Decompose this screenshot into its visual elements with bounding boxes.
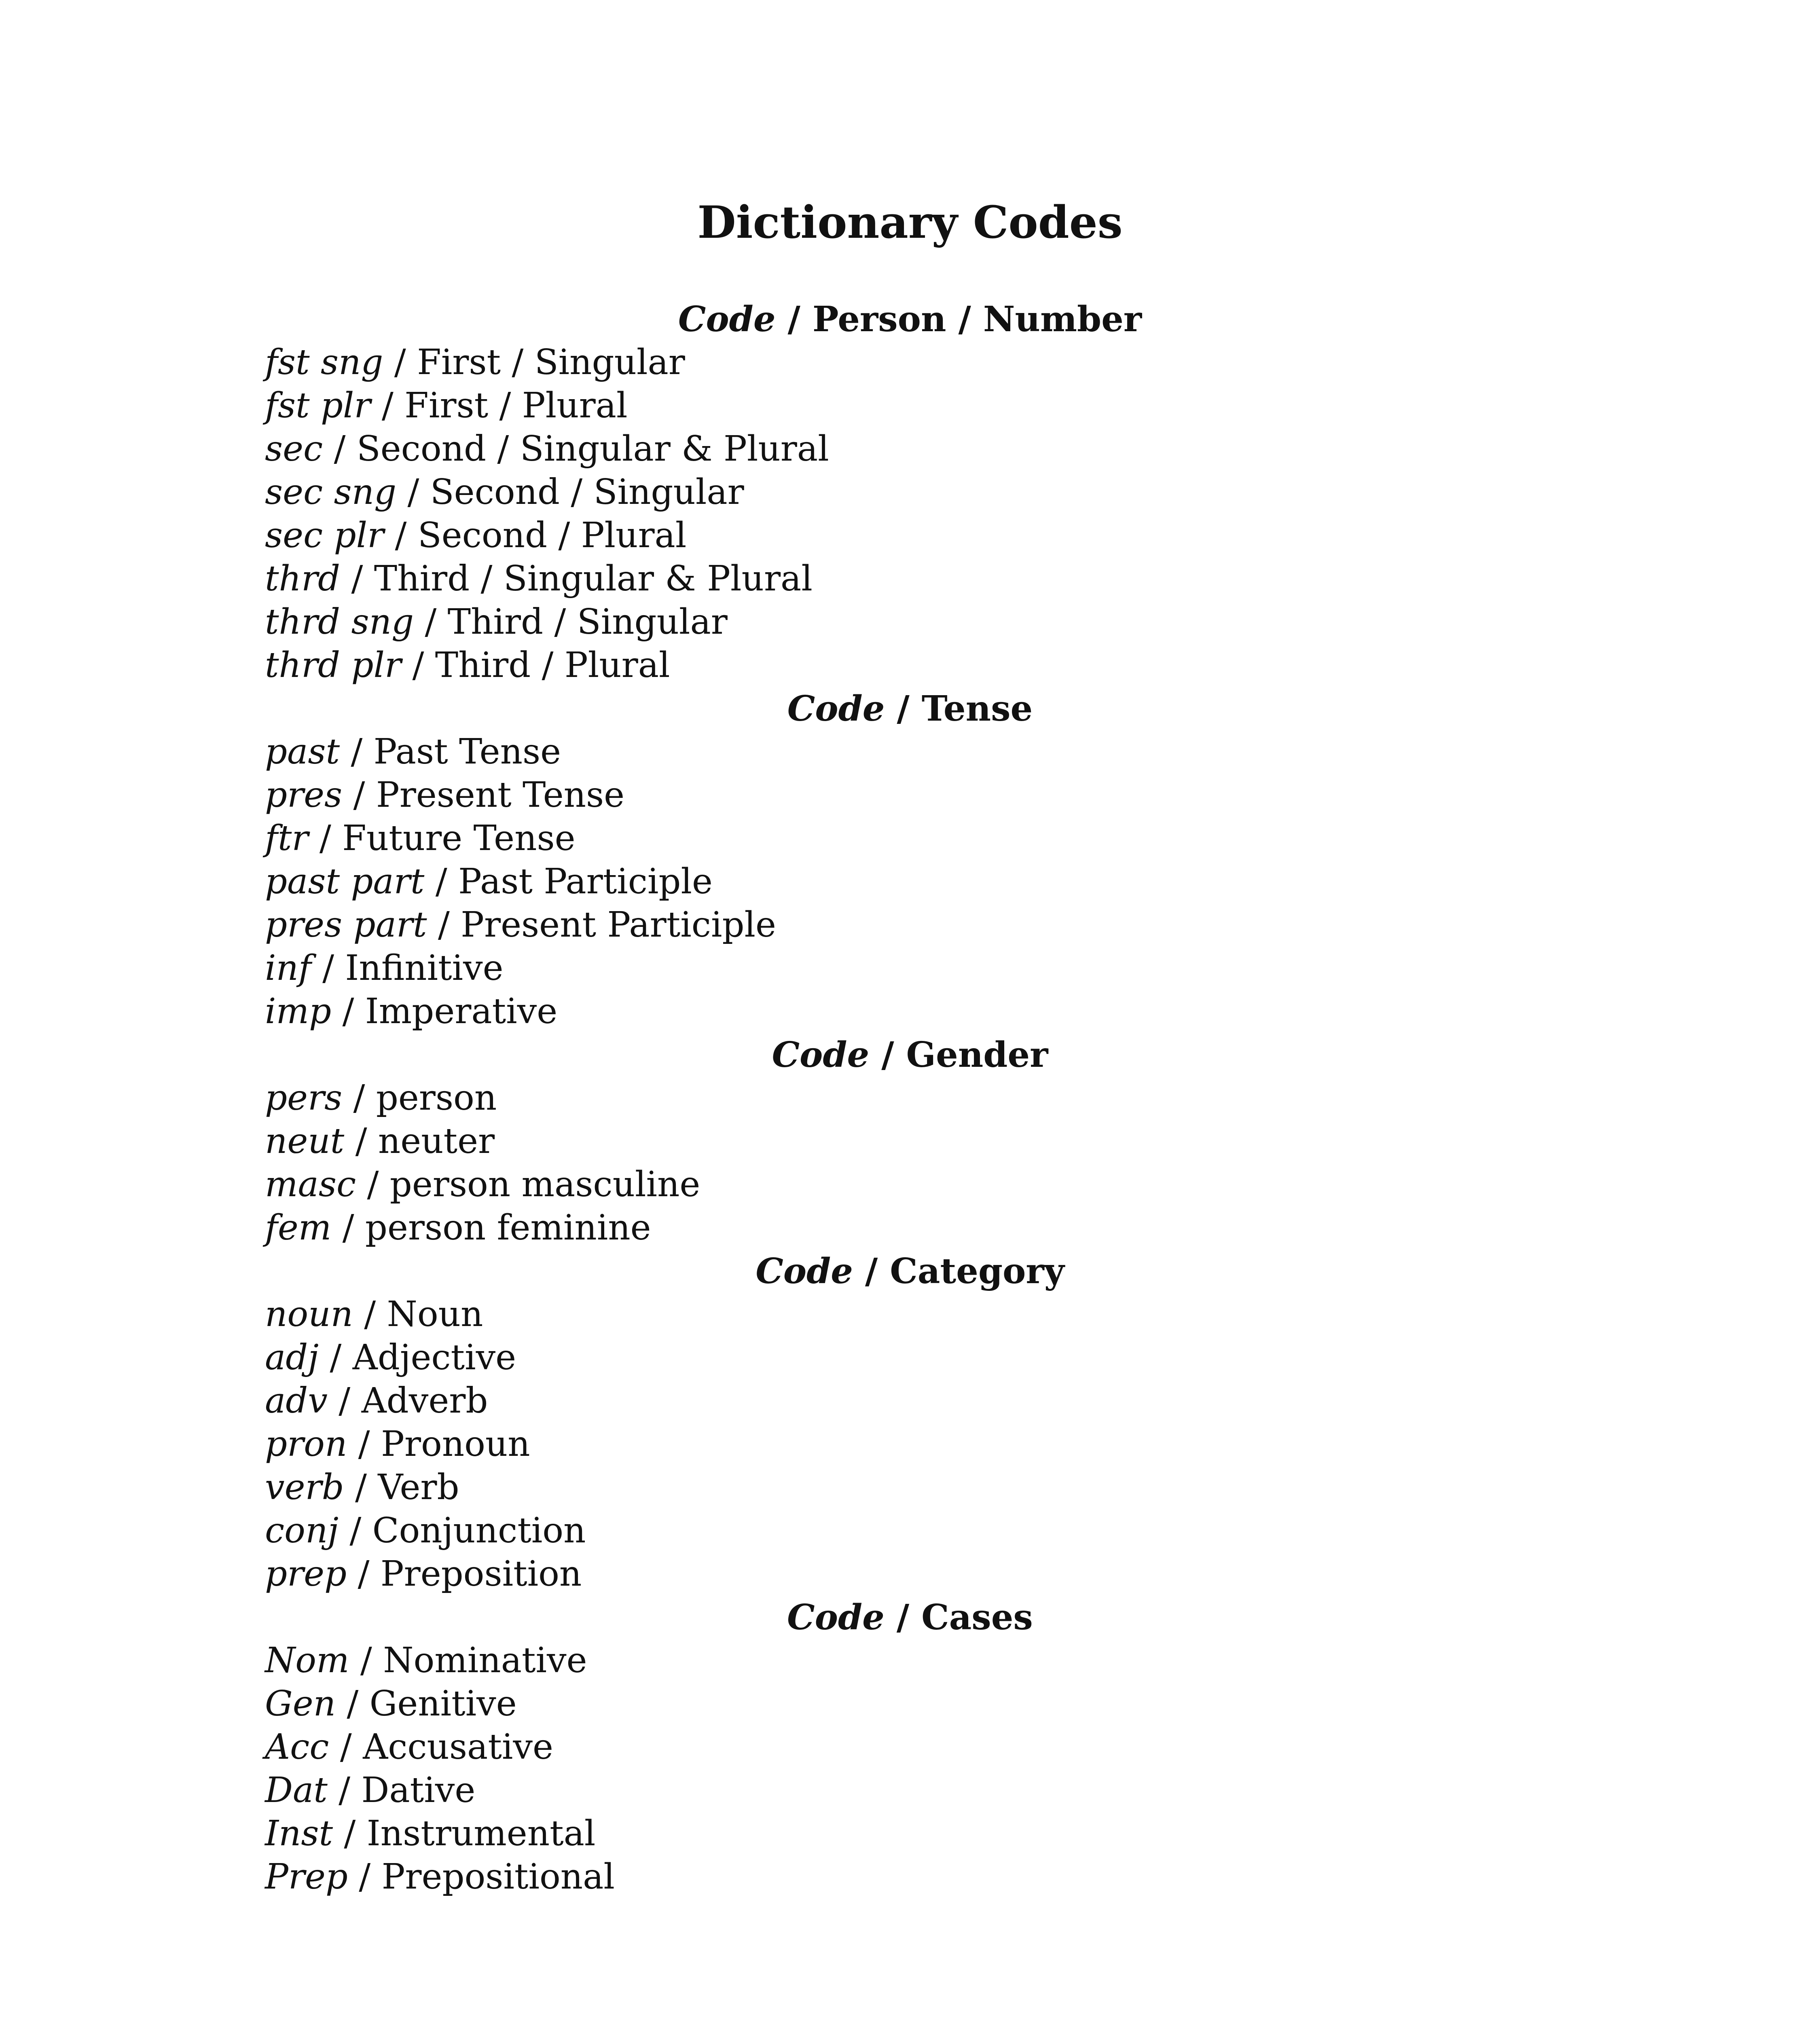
list-item (265, 1509, 1721, 1552)
list-item (265, 557, 1721, 601)
entry-code: fst plr (265, 385, 371, 426)
heading-rest: / Tense (885, 688, 1033, 729)
entry-code: conj (265, 1510, 339, 1551)
list-item (265, 1336, 1721, 1379)
entry-code: adv (265, 1381, 328, 1421)
list-item (265, 1726, 1721, 1769)
heading-code-word: Code (756, 1251, 853, 1292)
entry-code: imp (265, 991, 332, 1032)
list-item (265, 471, 1721, 514)
heading-rest: / Gender (869, 1034, 1048, 1075)
list-item (265, 1423, 1721, 1466)
entry-code: thrd plr (265, 645, 402, 685)
entry-code: fst sng (265, 342, 383, 383)
entry-code: noun (265, 1294, 353, 1335)
entry-code: sec plr (265, 515, 384, 556)
entry-code: Prep (265, 1857, 348, 1897)
list-item (265, 1379, 1721, 1423)
list-item (265, 730, 1721, 774)
entry-code: thrd (265, 558, 341, 599)
entry-code: pron (265, 1424, 347, 1464)
list-item (265, 384, 1721, 427)
entry-meaning: / Adverb (327, 1381, 488, 1421)
entry-meaning: / Past Participle (424, 861, 713, 902)
entry-meaning: / Second / Plural (384, 515, 687, 556)
list-item (265, 1552, 1721, 1596)
list-item (265, 514, 1721, 557)
heading-code-word: Code (787, 688, 885, 729)
entry-code: masc (265, 1164, 356, 1205)
entry-code: Gen (265, 1684, 336, 1724)
entry-code: fem (265, 1208, 332, 1248)
entry-meaning: / Present Tense (342, 775, 625, 815)
heading-rest: / Category (853, 1251, 1064, 1292)
entry-meaning: / Third / Singular & Plural (340, 558, 813, 599)
entry-code: adj (265, 1337, 319, 1378)
entry-meaning: / First / Plural (370, 385, 628, 426)
entry-meaning: / person masculine (356, 1164, 700, 1205)
entry-meaning: / Infinitive (311, 948, 504, 988)
entry-meaning: / Third / Plural (401, 645, 670, 685)
list-item (265, 341, 1721, 384)
heading-rest: / Cases (884, 1597, 1033, 1638)
entry-meaning: / person (342, 1078, 497, 1118)
section-heading-gender (0, 1033, 1820, 1077)
entry-code: Acc (265, 1727, 329, 1767)
entry-meaning: / neuter (344, 1121, 495, 1161)
entry-meaning: / Present Participle (427, 905, 776, 945)
entry-code: neut (265, 1121, 345, 1161)
list-item (265, 947, 1721, 990)
entry-code: prep (265, 1554, 347, 1594)
entry-meaning: / Pronoun (347, 1424, 530, 1464)
list-item (265, 1077, 1721, 1120)
entry-meaning: / Verb (344, 1467, 459, 1508)
list-item (265, 1466, 1721, 1509)
entry-meaning: / Preposition (347, 1554, 582, 1594)
list-item (265, 1206, 1721, 1250)
entry-code: Inst (265, 1813, 333, 1854)
entry-meaning: / Accusative (329, 1727, 553, 1767)
heading-code-word: Code (678, 299, 776, 340)
entry-code: past part (265, 861, 425, 902)
entry-meaning: / Nominative (349, 1640, 587, 1681)
entry-meaning: / Noun (353, 1294, 483, 1335)
heading-rest: / Person / Number (775, 299, 1142, 340)
list-item (265, 1812, 1721, 1855)
entry-code: pers (265, 1078, 343, 1118)
entry-meaning: / Third / Singular (414, 602, 728, 642)
entry-meaning: / Genitive (335, 1684, 517, 1724)
list-item (265, 774, 1721, 817)
list-item (265, 601, 1721, 644)
list-item (265, 860, 1721, 903)
codes-list (265, 298, 1721, 1899)
section-heading-cases (0, 1596, 1820, 1639)
list-item (265, 1639, 1721, 1682)
section-heading-category (0, 1250, 1820, 1293)
heading-code-word: Code (772, 1034, 870, 1075)
section-heading-person-number (0, 298, 1820, 341)
list-item (265, 1293, 1721, 1336)
list-item (265, 1682, 1721, 1726)
entry-meaning: / First / Singular (383, 342, 685, 383)
entry-meaning: / Adjective (319, 1337, 516, 1378)
section-heading-tense (0, 687, 1820, 730)
entry-meaning: / Imperative (331, 991, 558, 1032)
entry-code: Dat (265, 1770, 328, 1810)
list-item (265, 1163, 1721, 1206)
entry-meaning: / Second / Singular (396, 472, 744, 512)
entry-code: sec sng (265, 472, 397, 512)
entry-meaning: / Dative (327, 1770, 476, 1810)
entry-meaning: / Past Tense (340, 732, 561, 772)
entry-meaning: / Instrumental (333, 1813, 596, 1854)
heading-code-word: Code (787, 1597, 885, 1638)
list-item (265, 990, 1721, 1033)
list-item (265, 1120, 1721, 1163)
list-item (265, 903, 1721, 947)
entry-meaning: / Prepositional (347, 1857, 615, 1897)
entry-code: sec (265, 429, 323, 469)
list-item (265, 1769, 1721, 1812)
entry-code: pres part (265, 905, 427, 945)
entry-code: pres (265, 775, 343, 815)
entry-code: past (265, 732, 340, 772)
entry-meaning: / Future Tense (308, 818, 576, 859)
entry-code: ftr (265, 818, 309, 859)
list-item (265, 427, 1721, 471)
list-item (265, 817, 1721, 860)
entry-code: inf (265, 948, 311, 988)
entry-code: thrd sng (265, 602, 414, 642)
entry-code: Nom (265, 1640, 349, 1681)
entry-code: verb (265, 1467, 344, 1508)
entry-meaning: / Second / Singular & Plural (323, 429, 829, 469)
entry-meaning: / Conjunction (339, 1510, 586, 1551)
page-title: Dictionary Codes (697, 196, 1123, 248)
entry-meaning: / person feminine (331, 1208, 651, 1248)
list-item (265, 644, 1721, 687)
list-item (265, 1855, 1721, 1899)
